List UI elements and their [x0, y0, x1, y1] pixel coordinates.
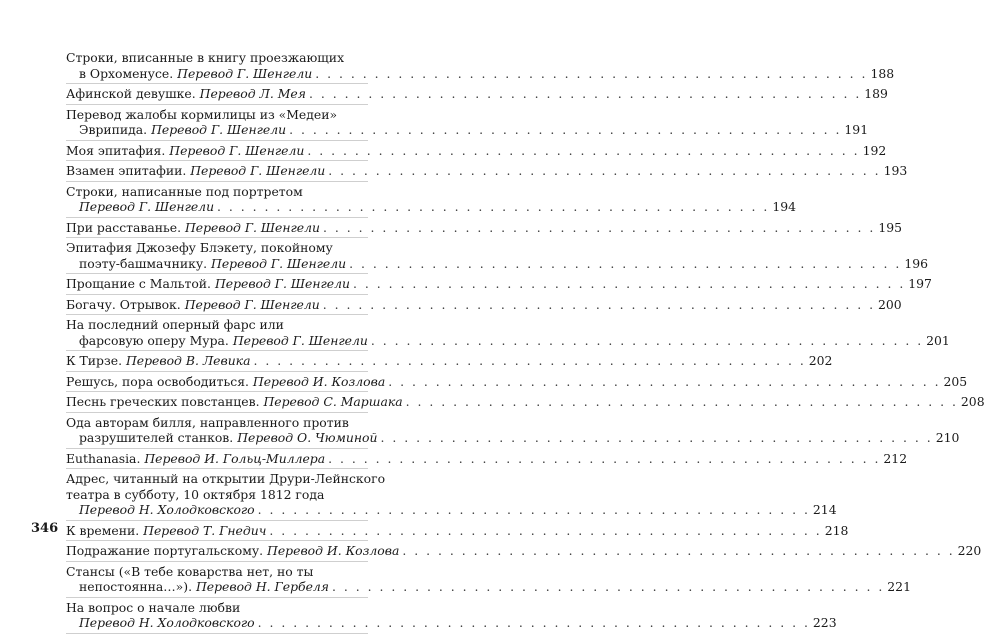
- toc-leader-dots: . . . . . . . . . . . . . . . . . . . . . . . . . . . . . . . . . . . . . . . . . . . . . . .: [388, 373, 941, 389]
- toc-entry-last-line: [66, 543, 982, 559]
- toc-entry-page: 212: [883, 450, 908, 466]
- toc-entry-text: [66, 353, 250, 369]
- toc-entry-last-line: [66, 332, 950, 349]
- toc-entry-last-line: [66, 394, 985, 410]
- toc-entry-title-line: Строки, написанные под портретом: [66, 183, 303, 199]
- toc-entry: [66, 295, 902, 316]
- toc-entry-page: 214: [812, 502, 837, 517]
- toc-entry-page: 191: [844, 122, 869, 137]
- toc-leader-dots: . . . . . . . . . . . . . . . . . . . . . . . . . . . . . . . . . . . . . . . . . . . . . . .: [269, 522, 822, 538]
- toc-entry-page: 202: [808, 353, 833, 368]
- toc-leader-dots: . . . . . . . . . . . . . . . . . . . . . . . . . . . . . . . . . . . . . . . . . . . . . . .: [370, 332, 924, 348]
- toc-entry-title: поэту-башмачнику.: [79, 255, 208, 271]
- toc-entry-page: 218: [824, 522, 849, 538]
- toc-entry-title-line: Ода авторам билля, направленного против: [66, 414, 349, 430]
- toc-leader-dots: . . . . . . . . . . . . . . . . . . . . . . . . . . . . . . . . . . . . . . . . . . . . . . .: [289, 122, 842, 137]
- toc-entry-title: непостоянна…»).: [79, 579, 193, 594]
- toc-entry-title: Эврипида.: [79, 122, 148, 137]
- toc-entry-page: 223: [812, 615, 837, 630]
- toc-leader-dots: . . . . . . . . . . . . . . . . . . . . . . . . . . . . . . . . . . . . . . . . . . . . . . .: [307, 142, 860, 158]
- toc-entry-text: [66, 276, 350, 292]
- page-number: 346: [31, 521, 59, 536]
- table-of-contents: [66, 48, 985, 634]
- toc-entry: [66, 392, 985, 413]
- toc-entry-translator: Перевод Н. Холодковского: [79, 615, 255, 630]
- toc-entry: [66, 84, 888, 105]
- toc-entry-title: в Орхоменусе.: [79, 65, 174, 81]
- toc-entry: [66, 562, 911, 598]
- toc-entry: [66, 541, 982, 562]
- toc-entry-last-line: [66, 615, 837, 631]
- toc-entry: [66, 449, 908, 470]
- toc-leader-dots: . . . . . . . . . . . . . . . . . . . . . . . . . . . . . . . . . . . . . . . . . . . . . . .: [328, 163, 881, 178]
- toc-entry-translator: Перевод В. Левика: [125, 353, 251, 368]
- toc-entry-text: [66, 451, 325, 467]
- toc-entry-last-line: [66, 255, 929, 272]
- toc-entry-text: [79, 333, 368, 349]
- toc-entry-title: Решусь, пора освободиться.: [66, 373, 249, 389]
- toc-entry: [66, 105, 869, 141]
- toc-entry-page: 194: [772, 199, 796, 214]
- toc-leader-dots: . . . . . . . . . . . . . . . . . . . . . . . . . . . . . . . . . . . . . . . . . . . . . . .: [217, 199, 770, 214]
- toc-entry-last-line: [66, 65, 895, 82]
- toc-entry-page: 208: [960, 394, 985, 409]
- toc-entry-page: 197: [908, 276, 932, 291]
- toc-entry-title-line: На последний оперный фарс или: [66, 317, 284, 332]
- toc-entry-last-line: [66, 353, 833, 369]
- toc-entry-title: разрушителей станков.: [79, 430, 234, 445]
- toc-entry-text: [79, 615, 255, 631]
- toc-entry-translator: Перевод Г. Шенгели: [211, 255, 347, 271]
- toc-entry: [66, 521, 849, 542]
- toc-entry-text: [66, 220, 320, 236]
- toc-entry-text: [79, 122, 286, 138]
- toc-entry-page: 192: [862, 142, 887, 158]
- toc-entry-text: [79, 502, 255, 518]
- toc-entry: [66, 238, 929, 274]
- toc-entry-text: [79, 256, 346, 272]
- toc-leader-dots: . . . . . . . . . . . . . . . . . . . . . . . . . . . . . . . . . . . . . . . . . . . . . . .: [257, 615, 810, 630]
- toc-entry-page: 196: [904, 255, 929, 271]
- toc-entry-title-line: театра в субботу, 10 октября 1812 года: [66, 486, 325, 502]
- toc-entry-title: К Тирзе.: [66, 353, 123, 368]
- toc-entry-page: 189: [864, 86, 888, 101]
- toc-entry-page: 210: [935, 430, 960, 445]
- toc-leader-dots: . . . . . . . . . . . . . . . . . . . . . . . . . . . . . . . . . . . . . . . . . . . . . . .: [257, 502, 810, 517]
- toc-entry: [66, 48, 895, 84]
- toc-entry-translator: Перевод И. Козлова: [267, 543, 400, 558]
- toc-entry-translator: Перевод Г. Шенгели: [169, 142, 305, 158]
- toc-entry-last-line: [66, 296, 902, 313]
- toc-entry-translator: Перевод Г. Шенгели: [184, 296, 320, 312]
- toc-entry-translator: Перевод Г. Шенгели: [232, 332, 368, 348]
- toc-entry-last-line: [66, 219, 902, 236]
- toc-entry-title: Euthanasia.: [66, 450, 141, 466]
- toc-entry-translator: Перевод Н. Холодковского: [79, 502, 255, 517]
- toc-entry-title: Подражание португальскому.: [66, 543, 264, 558]
- toc-entry-translator: Перевод Г. Шенгели: [79, 199, 215, 214]
- toc-entry-page: 200: [878, 296, 902, 312]
- toc-entry-last-line: [66, 122, 869, 138]
- toc-entry-page: 201: [926, 332, 950, 348]
- toc-entry-text: [66, 543, 399, 559]
- toc-entry-title-line: На вопрос о начале любви: [66, 599, 241, 615]
- toc-leader-dots: . . . . . . . . . . . . . . . . . . . . . . . . . . . . . . . . . . . . . . . . . . . . . . .: [405, 394, 958, 409]
- toc-entry-translator: Перевод И. Козлова: [252, 373, 386, 389]
- toc-entry-title: Афинской девушке.: [66, 86, 196, 101]
- toc-entry-title: фарсовую оперу Мура.: [79, 332, 229, 348]
- toc-entry-translator: Перевод Л. Мея: [199, 86, 306, 101]
- toc-entry: [66, 274, 932, 295]
- toc-entry: [66, 315, 950, 351]
- toc-entry-last-line: [66, 142, 887, 159]
- toc-entry-translator: Перевод И. Гольц-Миллера: [144, 450, 326, 466]
- toc-entry-text: [66, 86, 306, 102]
- toc-entry-page: 195: [878, 219, 902, 235]
- toc-entry-translator: Перевод Н. Гербеля: [195, 579, 329, 594]
- toc-entry-text: [66, 143, 304, 159]
- toc-entry-last-line: [66, 86, 888, 102]
- toc-entry-text: [79, 579, 329, 595]
- toc-entry-title: Взамен эпитафии.: [66, 163, 187, 178]
- toc-entry-title-line: Эпитафия Джозефу Блэкету, покойному: [66, 240, 333, 255]
- toc-entry-translator: Перевод Г. Шенгели: [184, 219, 321, 235]
- toc-entry-title: Песнь греческих повстанцев.: [66, 394, 260, 409]
- toc-entry-title: Прощание с Мальтой.: [66, 276, 211, 291]
- toc-leader-dots: . . . . . . . . . . . . . . . . . . . . . . . . . . . . . . . . . . . . . . . . . . . . . . .: [328, 450, 881, 466]
- toc-entry-title-line: Перевод жалобы кормилицы из «Медеи»: [66, 106, 338, 122]
- toc-entry-text: [66, 297, 320, 313]
- toc-entry: [66, 372, 968, 393]
- toc-entry-page: 205: [943, 373, 968, 389]
- toc-entry-title: К времени.: [66, 522, 140, 538]
- toc-entry: [66, 413, 960, 449]
- toc-entry-title: Богачу. Отрывок.: [66, 296, 181, 312]
- toc-leader-dots: . . . . . . . . . . . . . . . . . . . . . . . . . . . . . . . . . . . . . . . . . . . . . . .: [322, 296, 876, 312]
- toc-entry: [66, 598, 837, 634]
- toc-entry-last-line: [66, 430, 960, 446]
- toc-entry-text: [79, 430, 377, 446]
- toc-leader-dots: . . . . . . . . . . . . . . . . . . . . . . . . . . . . . . . . . . . . . . . . . . . . . . .: [308, 86, 862, 101]
- toc-entry-title: При расставанье.: [66, 219, 182, 235]
- toc-entry-text: [66, 374, 385, 390]
- toc-leader-dots: . . . . . . . . . . . . . . . . . . . . . . . . . . . . . . . . . . . . . . . . . . . . . . .: [380, 430, 933, 445]
- toc-entry-text: [66, 163, 325, 179]
- toc-entry-title-line: Адрес, читанный на открытии Друри-Лейнского: [66, 471, 386, 486]
- toc-entry-translator: Перевод Г. Шенгели: [190, 163, 326, 178]
- toc-entry-translator: Перевод Т. Гнедич: [143, 522, 267, 538]
- toc-entry-translator: Перевод Г. Шенгели: [177, 65, 313, 81]
- toc-leader-dots: . . . . . . . . . . . . . . . . . . . . . . . . . . . . . . . . . . . . . . . . . . . . . . .: [402, 543, 955, 558]
- toc-leader-dots: . . . . . . . . . . . . . . . . . . . . . . . . . . . . . . . . . . . . . . . . . . . . . . .: [352, 276, 906, 291]
- toc-leader-dots: . . . . . . . . . . . . . . . . . . . . . . . . . . . . . . . . . . . . . . . . . . . . . . .: [349, 255, 902, 271]
- toc-entry-translator: Перевод О. Чюминой: [237, 430, 378, 445]
- toc-leader-dots: . . . . . . . . . . . . . . . . . . . . . . . . . . . . . . . . . . . . . . . . . . . . . . .: [332, 579, 885, 594]
- toc-entry: [66, 218, 902, 239]
- toc-entry-last-line: [66, 373, 968, 390]
- toc-entry-page: 188: [870, 65, 895, 81]
- toc-entry-text: [66, 523, 266, 539]
- toc-entry-last-line: [66, 522, 849, 539]
- toc-leader-dots: . . . . . . . . . . . . . . . . . . . . . . . . . . . . . . . . . . . . . . . . . . . . . . .: [253, 353, 806, 368]
- toc-entry-last-line: [66, 450, 908, 467]
- toc-entry-translator: Перевод С. Маршака: [263, 394, 403, 409]
- toc-entry-text: [66, 394, 403, 410]
- toc-entry: [66, 351, 833, 372]
- toc-entry-last-line: [66, 199, 796, 215]
- toc-entry-last-line: [66, 502, 837, 518]
- toc-entry-text: [79, 66, 312, 82]
- toc-entry: [66, 182, 796, 218]
- toc-leader-dots: . . . . . . . . . . . . . . . . . . . . . . . . . . . . . . . . . . . . . . . . . . . . . . .: [315, 65, 868, 81]
- toc-leader-dots: . . . . . . . . . . . . . . . . . . . . . . . . . . . . . . . . . . . . . . . . . . . . . . .: [323, 219, 876, 235]
- toc-entry-last-line: [66, 579, 911, 595]
- toc-entry-translator: Перевод Г. Шенгели: [214, 276, 350, 291]
- toc-entry-translator: Перевод Г. Шенгели: [151, 122, 287, 137]
- toc-entry: [66, 161, 908, 182]
- toc-entry-title: Моя эпитафия.: [66, 142, 166, 158]
- toc-entry-title-line: Стансы («В тебе коварства нет, но ты: [66, 563, 314, 579]
- toc-entry-text: [79, 199, 214, 215]
- toc-entry: [66, 469, 837, 521]
- toc-entry-page: 221: [887, 579, 911, 594]
- toc-entry-last-line: [66, 276, 932, 292]
- toc-entry-last-line: [66, 163, 908, 179]
- toc-entry-page: 220: [957, 543, 982, 558]
- toc-entry: [66, 141, 887, 162]
- toc-entry-title-line: Строки, вписанные в книгу проезжающих: [66, 50, 345, 65]
- toc-entry-page: 193: [883, 163, 908, 178]
